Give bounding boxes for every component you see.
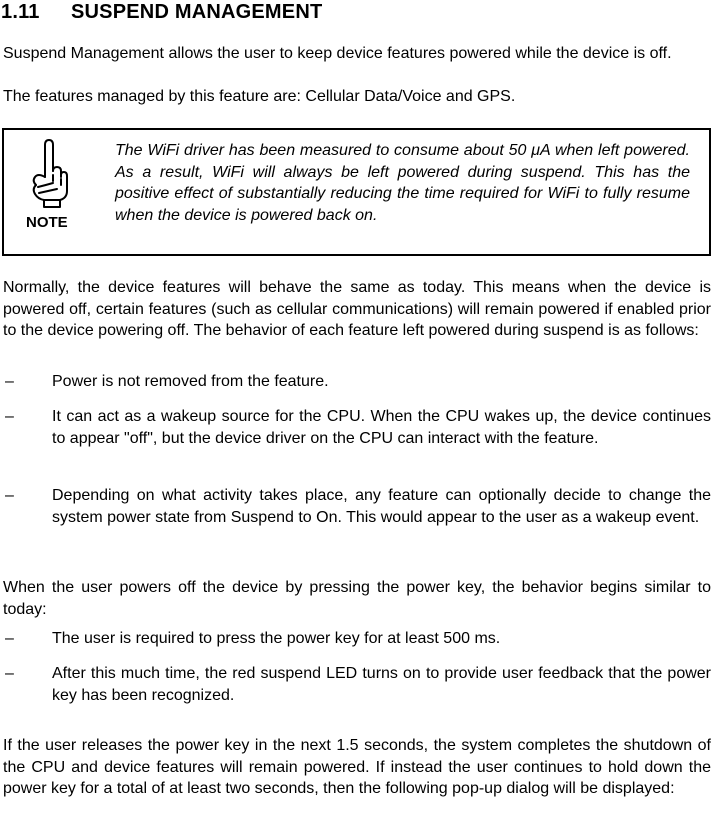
list-bullet: – bbox=[5, 487, 14, 504]
section-title: SUSPEND MANAGEMENT bbox=[71, 1, 323, 23]
list-item: After this much time, the red suspend LED turns on to provide user feedback that the power key has been recognized. bbox=[52, 665, 711, 704]
pointing-hand-icon bbox=[26, 137, 70, 209]
features-paragraph: The features managed by this feature are: Cellular Data/Voice and GPS. bbox=[3, 88, 516, 105]
list-item: The user is required to press the power key for at least 500 ms. bbox=[52, 630, 501, 647]
note-label: NOTE bbox=[26, 214, 68, 231]
intro-paragraph: Suspend Management allows the user to keep device features powered while the device is off. bbox=[3, 45, 672, 62]
list-bullet: – bbox=[5, 665, 14, 682]
list-bullet: – bbox=[5, 373, 14, 390]
note-text: The WiFi driver has been measured to consume about 50 μA when left powered. As a result, WiFi will always be left powered during suspend. This has the positive effect of substantially reducing the time required for WiFi to fully resume when the device is powered back on. bbox=[115, 142, 690, 224]
list-item: It can act as a wakeup source for the CPU. When the CPU wakes up, the device continues to appear "off", but the device driver on the CPU can interact with the feature. bbox=[52, 408, 711, 447]
behavior-paragraph: Normally, the device features will behave the same as today. This means when the device is powered off, certain features (such as cellular communications) will remain powered if enabled prior to the device powering off. The behavior of each feature left powered during suspend is as follows: bbox=[3, 279, 711, 339]
section-number: 1.11 bbox=[1, 1, 40, 23]
power-off-paragraph: When the user powers off the device by pressing the power key, the behavior begins similar to today: bbox=[3, 579, 711, 618]
note-box bbox=[2, 128, 711, 256]
list-item: Power is not removed from the feature. bbox=[52, 373, 329, 390]
list-bullet: – bbox=[5, 408, 14, 425]
list-bullet: – bbox=[5, 630, 14, 647]
release-paragraph: If the user releases the power key in the next 1.5 seconds, the system completes the shutdown of the CPU and device features will remain powered. If instead the user continues to hold down the power key for a total of at least two seconds, then the following pop-up dialog will be displayed: bbox=[3, 737, 711, 797]
list-item: Depending on what activity takes place, any feature can optionally decide to change the system power state from Suspend to On. This would appear to the user as a wakeup event. bbox=[52, 487, 711, 526]
section-heading bbox=[1, 0, 322, 24]
